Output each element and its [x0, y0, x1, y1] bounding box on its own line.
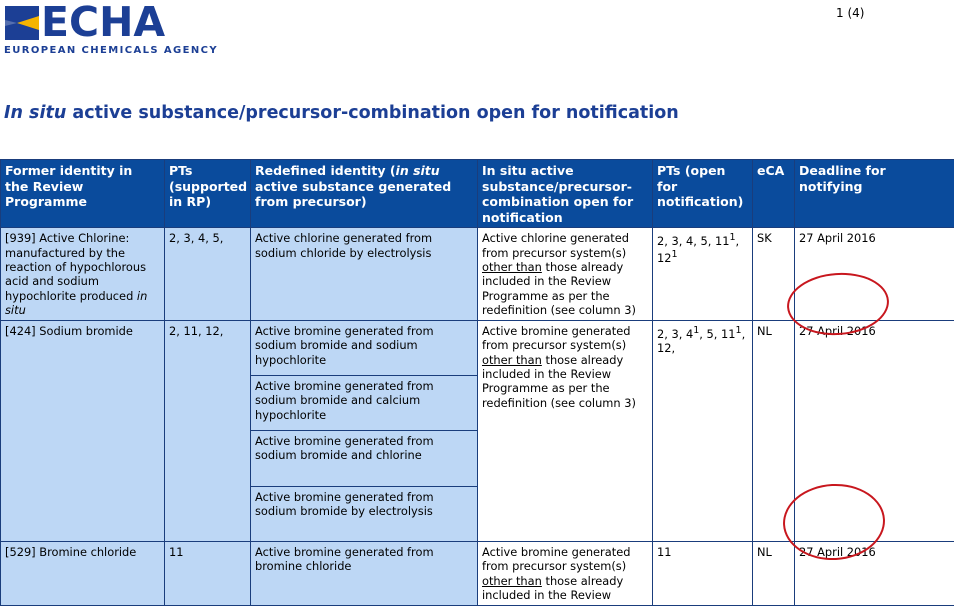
deadline-cell: 27 April 2016: [795, 542, 954, 606]
in-situ-text-b: those already included in the Review Programme as per the redefinition (see column 3): [482, 260, 636, 317]
footnote-marker: 1: [729, 232, 735, 243]
redefined-identity-cell: Active chlorine generated from sodium chloride by electrolysis: [251, 228, 478, 321]
in-situ-text-b: those already included in the Review Programme as per the redefinition (see column 3): [482, 353, 636, 410]
redefined-header-italic: in situ: [396, 163, 440, 178]
pts-open-text-a: 2, 3, 4, 5, 11: [657, 234, 729, 248]
redefined-identity-cell: Active bromine generated from bromine chloride: [251, 542, 478, 606]
former-identity-cell: [1, 228, 165, 321]
col-header-pts-open: PTs (open for notification): [653, 160, 753, 228]
col-header-former-identity: Former identity in the Review Programme: [1, 160, 165, 228]
pts-open-text-a: 2, 3, 4: [657, 327, 693, 341]
col-header-pts-rp: PTs (supported in RP): [165, 160, 251, 228]
title-rest: active substance/precursor-combination open for notification: [66, 103, 678, 123]
former-identity-text: [939] Active Chlorine: manufactured by the reaction of hypochlorous acid and sodium hypochlorite produced: [5, 231, 146, 302]
footnote-marker: 1: [736, 325, 742, 336]
in-situ-cell: [478, 228, 653, 321]
redefined-header-pre: Redefined identity (: [255, 163, 396, 178]
echa-logo: [3, 4, 203, 60]
redefined-identity-cell: Active bromine generated from sodium bromide and sodium hypochlorite: [251, 321, 478, 376]
pts-open-cell: [653, 321, 753, 542]
pts-rp-cell: 2, 11, 12,: [165, 321, 251, 542]
in-situ-text-a: Active chlorine generated from precursor system(s): [482, 231, 629, 259]
echa-logo-mark-icon: [5, 6, 39, 40]
title-italic: In situ: [4, 103, 66, 123]
pts-rp-cell: 11: [165, 542, 251, 606]
col-header-in-situ: In situ active substance/precursor-combination open for notification: [478, 160, 653, 228]
in-situ-underlined: other than: [482, 353, 542, 367]
eca-cell: NL: [753, 321, 795, 542]
former-identity-cell: [424] Sodium bromide: [1, 321, 165, 542]
footnote-marker: 1: [672, 249, 678, 260]
page-title: [4, 103, 679, 123]
pts-open-cell: [653, 228, 753, 321]
pts-rp-cell: 2, 3, 4, 5,: [165, 228, 251, 321]
table-header-row: [1, 160, 954, 228]
in-situ-underlined: other than: [482, 574, 542, 588]
pts-open-cell: 11: [653, 542, 753, 606]
page-number: 1 (4): [836, 6, 864, 20]
in-situ-text-a: Active bromine generated from precursor system(s): [482, 545, 630, 573]
in-situ-text-a: Active bromine generated from precursor system(s): [482, 324, 630, 352]
col-header-redefined-identity: [251, 160, 478, 228]
deadline-cell: 27 April 2016: [795, 321, 954, 542]
deadline-cell: 27 April 2016: [795, 228, 954, 321]
logo-subtitle: EUROPEAN CHEMICALS AGENCY: [4, 45, 218, 56]
redefined-identity-cell: Active bromine generated from sodium bromide and calcium hypochlorite: [251, 376, 478, 431]
pts-open-text-b: , 5, 11: [699, 327, 735, 341]
col-header-eca: eCA: [753, 160, 795, 228]
logo-wordmark: ECHA: [41, 0, 165, 44]
col-header-deadline: Deadline for notifying: [795, 160, 954, 228]
pts-open-text-c: , 12,: [657, 327, 745, 355]
redefined-identity-cell: Active bromine generated from sodium bromide and chlorine: [251, 431, 478, 487]
in-situ-text-b: those already included in the Review: [482, 574, 623, 602]
pts-open-text-b: , 12: [657, 234, 739, 265]
footnote-marker: 1: [693, 325, 699, 336]
former-identity-italic: in situ: [5, 289, 147, 317]
in-situ-cell: [478, 542, 653, 606]
former-identity-cell: [529] Bromine chloride: [1, 542, 165, 606]
redefined-header-post: active substance generated from precursor): [255, 179, 451, 210]
eca-cell: SK: [753, 228, 795, 321]
eca-cell: NL: [753, 542, 795, 606]
in-situ-underlined: other than: [482, 260, 542, 274]
redefined-identity-cell: Active bromine generated from sodium bromide by electrolysis: [251, 487, 478, 542]
in-situ-cell: [478, 321, 653, 542]
